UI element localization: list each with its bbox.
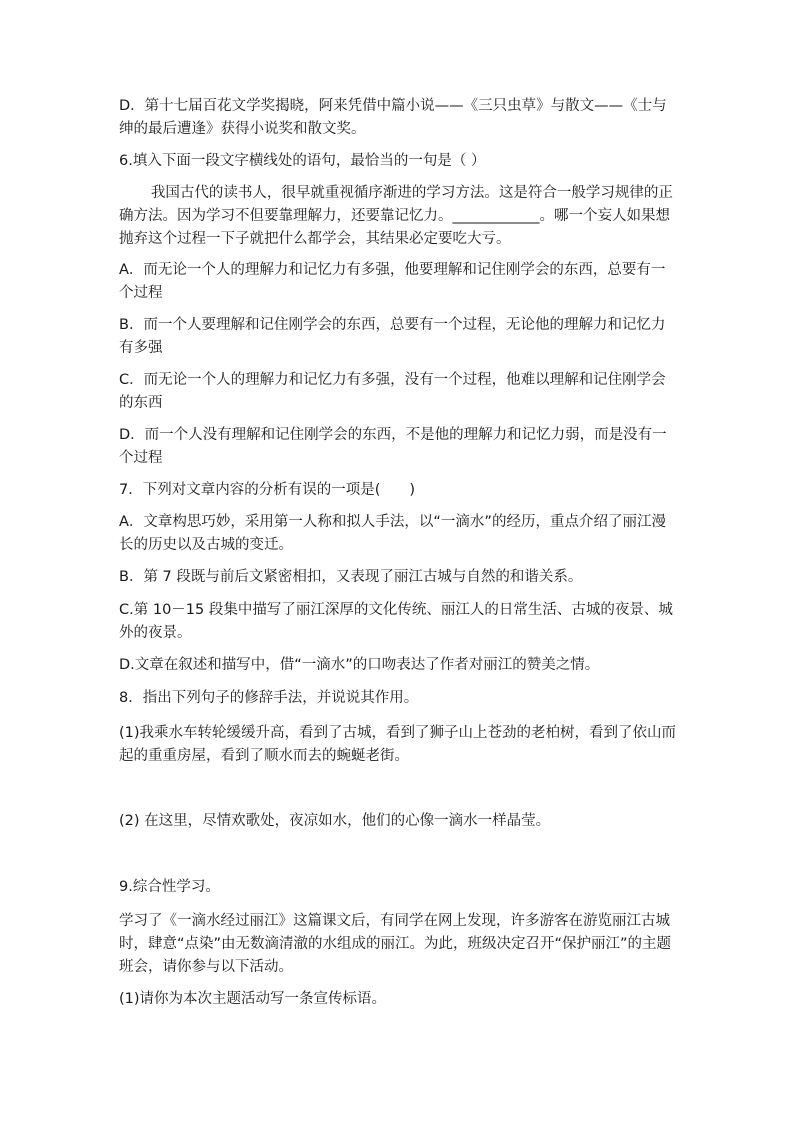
- q6-blank: ____________: [452, 208, 540, 224]
- q6-stem: 6.填入下面一段文字横线处的语句，最恰当的一句是（ ）: [119, 153, 486, 169]
- q7-option-a: A．文章构思巧妙，采用第一人称和拟人手法，以“一滴水”的经历，重点介绍了丽江漫长的历史以及古城的变迁。: [119, 514, 666, 553]
- q7-option-d: D.文章在叙述和描写中，借“一滴水”的口吻表达了作者对丽江的赞美之情。: [119, 657, 600, 673]
- q8-stem: 8．指出下列句子的修辞手法，并说说其作用。: [119, 690, 419, 706]
- q9-task-1: (1)请你为本次主题活动写一条宣传标语。: [119, 991, 387, 1007]
- q6-passage-a: 我国古代的读书人，很早就重视循序渐进的学习方法。这是符合一般学习规律的正确方法。因为学习不但要靠理解力，还要靠记忆力。: [119, 185, 673, 224]
- q9-intro: 学习了《一滴水经过丽江》这篇课文后，有同学在网上发现，许多游客在游览丽江古城时，肆意“点染”由无数滴清澈的水组成的丽江。为此，班级决定召开“保护丽江”的主题班会，请你参与以下活动。: [119, 913, 672, 975]
- q8-sentence-1: (1)我乘水车转轮缓缓升高，看到了古城，看到了狮子山上苍劲的老柏树，看到了依山而起的重重房屋，看到了顺水而去的蜿蜒老街。: [119, 725, 677, 764]
- q6-passage-b: 。哪一个妄人如果想抛弃这个过程一下子就把什么都学会，其结果必定要吃大亏。: [119, 208, 670, 247]
- q8-sentence-2: (2) 在这里，尽情欢歌处，夜凉如水，他们的心像一滴水一样晶莹。: [119, 813, 551, 829]
- q9-stem: 9.综合性学习。: [119, 879, 220, 895]
- q7-option-c: C.第 10－15 段集中描写了丽江深厚的文化传统、丽江人的日常生活、古城的夜景、城外的夜景。: [119, 602, 673, 641]
- q6-option-a: A．而无论一个人的理解力和记忆力有多强，他要理解和记住刚学会的东西，总要有一个过程: [119, 262, 666, 301]
- q6-option-b: B．而一个人要理解和记住刚学会的东西，总要有一个过程，无论他的理解力和记忆力有多强: [119, 317, 666, 356]
- q6-passage: [119, 182, 679, 251]
- q7-option-b: B．第 7 段既与前后文紧密相扣，又表现了丽江古城与自然的和谐关系。: [119, 569, 583, 585]
- q5-option-d: D．第十七届百花文学奖揭晓，阿来凭借中篇小说——《三只虫草》与散文——《士与绅的最后遭逢》获得小说奖和散文奖。: [119, 98, 667, 137]
- q6-option-c: C．而无论一个人的理解力和记忆力有多强，没有一个过程，他难以理解和记住刚学会的东西: [119, 372, 666, 411]
- q6-option-d: D．而一个人没有理解和记住刚学会的东西，不是他的理解力和记忆力弱，而是没有一个过程: [119, 427, 667, 466]
- q7-stem: 7．下列对文章内容的分析有误的一项是( ): [119, 482, 416, 498]
